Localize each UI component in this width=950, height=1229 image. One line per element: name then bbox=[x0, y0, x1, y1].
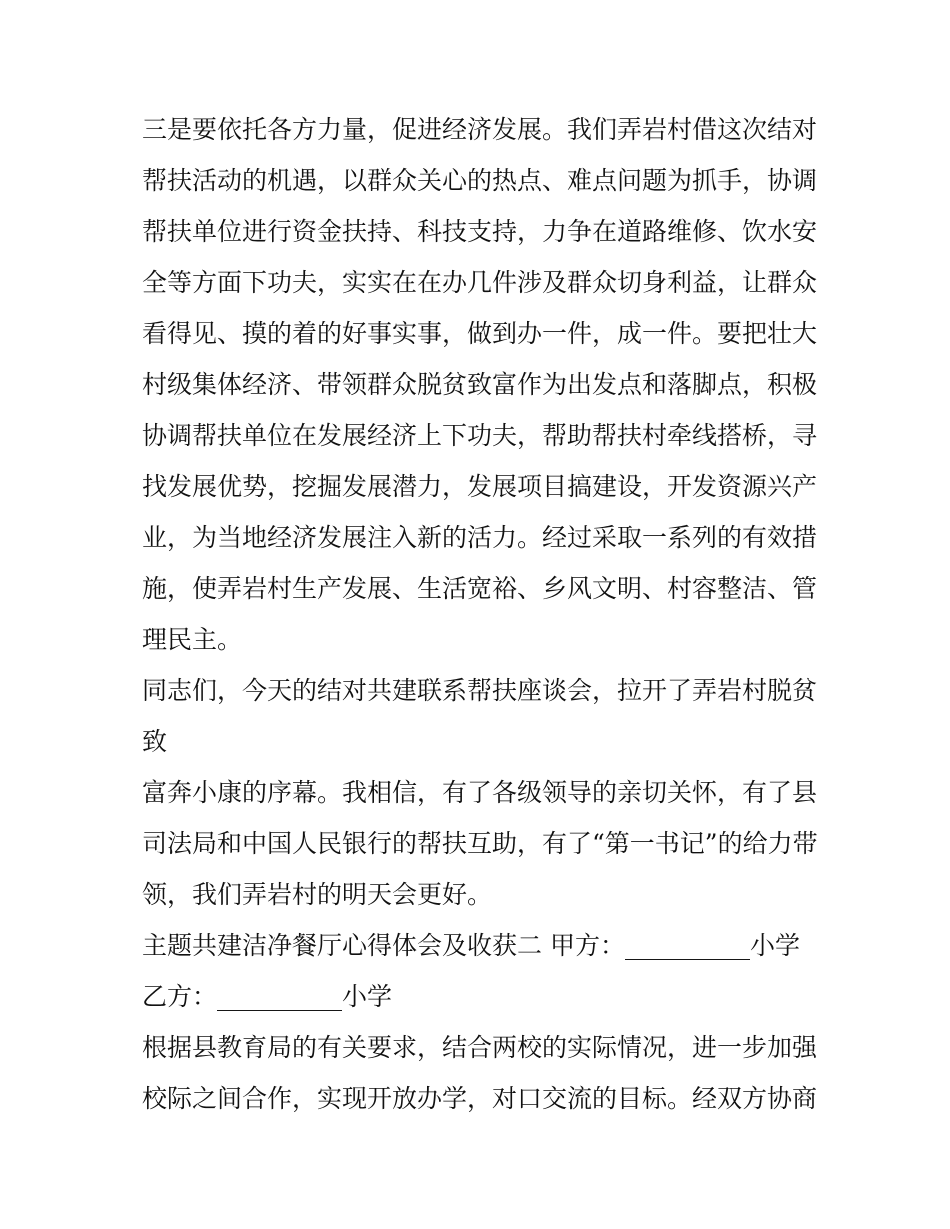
text-line: 协调帮扶单位在发展经济上下功夫，帮助帮扶村牵线搭桥，寻 bbox=[142, 421, 818, 450]
text-line: 校际之间合作，实现开放办学，对口交流的目标。经双方协商 bbox=[142, 1084, 818, 1113]
text-line: 施，使弄岩村生产发展、生活宽裕、乡风文明、村容整洁、管 bbox=[142, 574, 818, 603]
text-line: 理民主。 bbox=[142, 625, 243, 654]
text-line: 找发展优势，挖掘发展潜力，发展项目搞建设，开发资源兴产 bbox=[142, 472, 818, 501]
text-line: 主题共建洁净餐厅心得体会及收获二 甲方：__________小学 bbox=[142, 931, 800, 960]
text-line: 全等方面下功夫，实实在在办几件涉及群众切身利益，让群众 bbox=[142, 268, 818, 297]
text-line: 业，为当地经济发展注入新的活力。经过采取一系列的有效措 bbox=[142, 523, 818, 552]
text-line: 帮扶活动的机遇，以群众关心的热点、难点问题为抓手，协调 bbox=[142, 166, 818, 195]
text-line: 乙方：__________小学 bbox=[142, 982, 393, 1011]
document-body bbox=[142, 104, 822, 1124]
text-line: 司法局和中国人民银行的帮扶互助，有了“第一书记”的给力带 bbox=[142, 829, 818, 858]
text-line: 看得见、摸的着的好事实事，做到办一件，成一件。要把壮大 bbox=[142, 319, 818, 348]
text-line: 同志们，今天的结对共建联系帮扶座谈会，拉开了弄岩村脱贫 bbox=[142, 676, 818, 705]
text-line: 村级集体经济、带领群众脱贫致富作为出发点和落脚点，积极 bbox=[142, 370, 818, 399]
text-line: 帮扶单位进行资金扶持、科技支持，力争在道路维修、饮水安 bbox=[142, 217, 818, 246]
text-line: 三是要依托各方力量，促进经济发展。我们弄岩村借这次结对 bbox=[142, 115, 818, 144]
text-line: 领，我们弄岩村的明天会更好。 bbox=[142, 880, 493, 909]
text-line: 致 bbox=[142, 727, 168, 756]
text-line: 富奔小康的序幕。我相信，有了各级领导的亲切关怀，有了县 bbox=[142, 778, 818, 807]
text-line: 根据县教育局的有关要求，结合两校的实际情况，进一步加强 bbox=[142, 1033, 818, 1062]
